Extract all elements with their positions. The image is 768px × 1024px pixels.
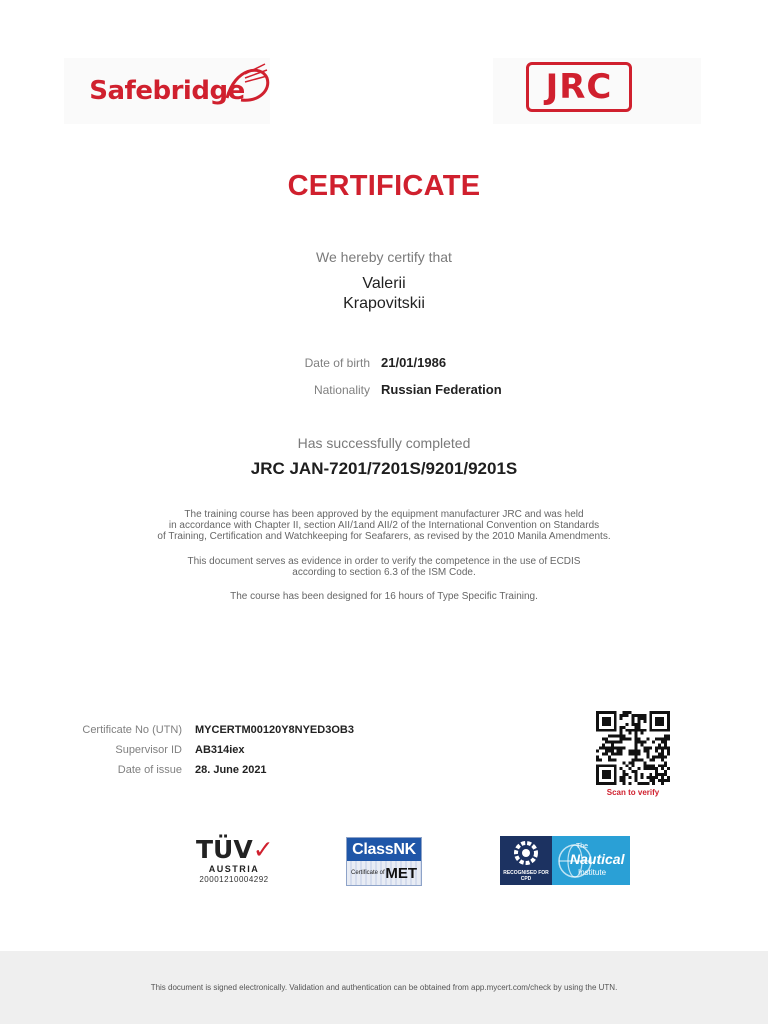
- supervisor-label: Supervisor ID: [115, 744, 182, 756]
- tuv-austria-text: AUSTRIA: [208, 864, 260, 874]
- nautical-the-text: The: [576, 843, 589, 850]
- nautical-name-text: Nautical: [570, 851, 625, 867]
- swoosh-icon: [221, 60, 271, 108]
- safebridge-logo-text: Safebridge: [89, 76, 245, 106]
- paragraph-line: The training course has been approved by the equipment manufacturer JRC and was held: [184, 509, 584, 520]
- cpd-ring-icon: [500, 836, 552, 870]
- jrc-logo: [493, 58, 701, 124]
- paragraph-line: of Training, Certification and Watchkeeping for Seafarers, as revised by the 2010 Manila Amendments.: [157, 531, 611, 542]
- approval-paragraph: [0, 509, 768, 542]
- tuv-logo-text: TÜV: [196, 835, 253, 864]
- tuv-austria-logo: [196, 836, 272, 890]
- recognised-cpd-text: RECOGNISED FOR CPD: [503, 870, 549, 882]
- footer-text: This document is signed electronically. Validation and authentication can be obtained from app.mycert.com/check by using the UTN.: [150, 983, 618, 992]
- checkmark-icon: ✓: [252, 835, 274, 864]
- issue-date-label: Date of issue: [117, 764, 182, 776]
- classnk-met-text: MET: [385, 865, 417, 882]
- paragraph-line: according to section 6.3 of the ISM Code.: [292, 567, 476, 578]
- recipient-last-name: Krapovitskii: [343, 295, 425, 312]
- nationality-value: Russian Federation: [381, 382, 502, 397]
- recipient-first-name: Valerii: [362, 275, 406, 292]
- scan-to-verify-label: Scan to verify: [606, 788, 660, 797]
- nautical-institute-logo: [500, 836, 630, 885]
- paragraph-line: The course has been designed for 16 hours of Type Specific Training.: [230, 591, 538, 602]
- classnk-logo: [346, 837, 422, 886]
- cert-no-label: Certificate No (UTN): [82, 724, 182, 736]
- duration-paragraph: [0, 591, 768, 602]
- issue-date-value: 28. June 2021: [195, 764, 267, 776]
- course-name: JRC JAN-7201/7201S/9201/9201S: [250, 459, 518, 478]
- footer: [0, 951, 768, 1024]
- paragraph-line: in accordance with Chapter II, section AII/1and AII/2 of the International Convention on Standards: [168, 520, 600, 531]
- classnk-certificate-text: Certificate of: [351, 870, 385, 876]
- dob-value: 21/01/1986: [381, 355, 447, 370]
- certificate-title: CERTIFICATE: [287, 170, 481, 202]
- paragraph-line: This document serves as evidence in order to verify the competence in the use of ECDIS: [187, 556, 581, 567]
- cert-no-value: MYCERTM00120Y8NYED3OB3: [195, 724, 354, 736]
- classnk-text: ClassNK: [347, 838, 421, 861]
- nationality-label: Nationality: [313, 383, 370, 397]
- nautical-institute-text: Institute: [578, 868, 607, 877]
- dob-label: Date of birth: [304, 356, 370, 370]
- tuv-number: 20001210004292: [199, 875, 269, 884]
- evidence-paragraph: [0, 556, 768, 578]
- safebridge-logo: [64, 58, 270, 124]
- jrc-logo-text: JRC: [526, 62, 632, 112]
- certify-text: We hereby certify that: [316, 249, 452, 265]
- qr-code[interactable]: [596, 711, 670, 785]
- supervisor-value: AB314iex: [195, 744, 245, 756]
- completed-text: Has successfully completed: [297, 435, 471, 451]
